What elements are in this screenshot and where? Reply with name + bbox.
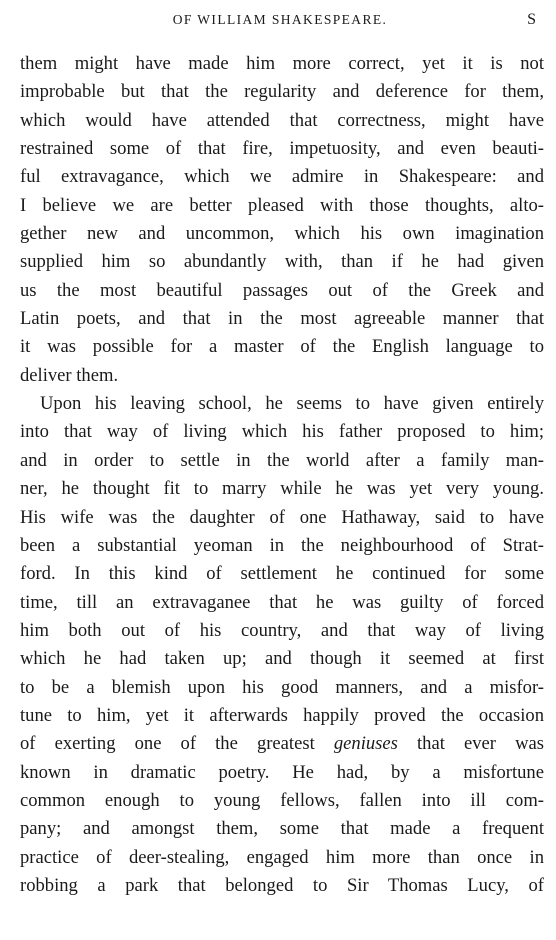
text-line: tune to him, yet it afterwards happily proved the occasion bbox=[20, 704, 544, 726]
text-line: restrained some of that fire, impetuosity, and even beauti- bbox=[20, 138, 544, 160]
text-line: common enough to young fellows, fallen into ill com- bbox=[20, 789, 544, 811]
paragraph-start-line: Upon his leaving school, he seems to have given entirely bbox=[40, 393, 544, 415]
text-line: him both out of his country, and that way of living bbox=[20, 619, 544, 641]
line-text-after: that ever was bbox=[397, 733, 544, 755]
text-line: into that way of living which his father proposed to him; bbox=[20, 421, 544, 443]
text-line: His wife was the daughter of one Hathaway, said to have bbox=[20, 506, 544, 528]
text-line: and in order to settle in the world after a family man- bbox=[20, 449, 544, 471]
text-line: known in dramatic poetry. He had, by a misfortune bbox=[20, 761, 544, 783]
body-text bbox=[20, 50, 544, 900]
text-line: ful extravagance, which we admire in Shakespeare: and bbox=[20, 166, 544, 188]
emphasized-word: geniuses bbox=[333, 733, 398, 755]
text-line: supplied him so abundantly with, than if he had given bbox=[20, 251, 544, 273]
text-line: been a substantial yeoman in the neighbourhood of Strat- bbox=[20, 534, 544, 556]
text-line: them might have made him more correct, yet it is not bbox=[20, 53, 544, 74]
text-line: time, till an extravaganee that he was guilty of forced bbox=[20, 591, 544, 613]
running-title: OF WILLIAM SHAKESPEARE. bbox=[172, 12, 388, 27]
text-line: pany; and amongst them, some that made a frequent bbox=[20, 818, 544, 840]
text-line: ford. In this kind of settlement he continued for some bbox=[20, 563, 544, 585]
text-line: ner, he thought fit to marry while he was yet very young. bbox=[20, 478, 544, 500]
text-line: improbable but that the regularity and deference for them, bbox=[20, 81, 544, 103]
page-number: S bbox=[527, 11, 536, 28]
paragraph-end-line: deliver them. bbox=[20, 364, 119, 386]
text-line-with-emphasis bbox=[20, 730, 544, 758]
text-line: gether new and uncommon, which his own imagination bbox=[20, 223, 544, 245]
text-line: us the most beautiful passages out of the Greek and bbox=[20, 279, 544, 301]
text-line: practice of deer-stealing, engaged him more than once in bbox=[20, 846, 544, 868]
text-line: I believe we are better pleased with those thoughts, alto- bbox=[20, 194, 544, 216]
text-line: which would have attended that correctness, might have bbox=[20, 109, 544, 131]
running-head bbox=[20, 12, 540, 36]
text-line: it was possible for a master of the English language to bbox=[20, 336, 544, 358]
text-line: to be a blemish upon his good manners, and a misfor- bbox=[20, 676, 544, 698]
text-line: which he had taken up; and though it seemed at first bbox=[20, 648, 544, 670]
text-line: Latin poets, and that in the most agreeable manner that bbox=[20, 308, 544, 330]
line-text-before: of exerting one of the greatest bbox=[20, 733, 334, 755]
text-line: robbing a park that belonged to Sir Thomas Lucy, of bbox=[20, 874, 544, 896]
